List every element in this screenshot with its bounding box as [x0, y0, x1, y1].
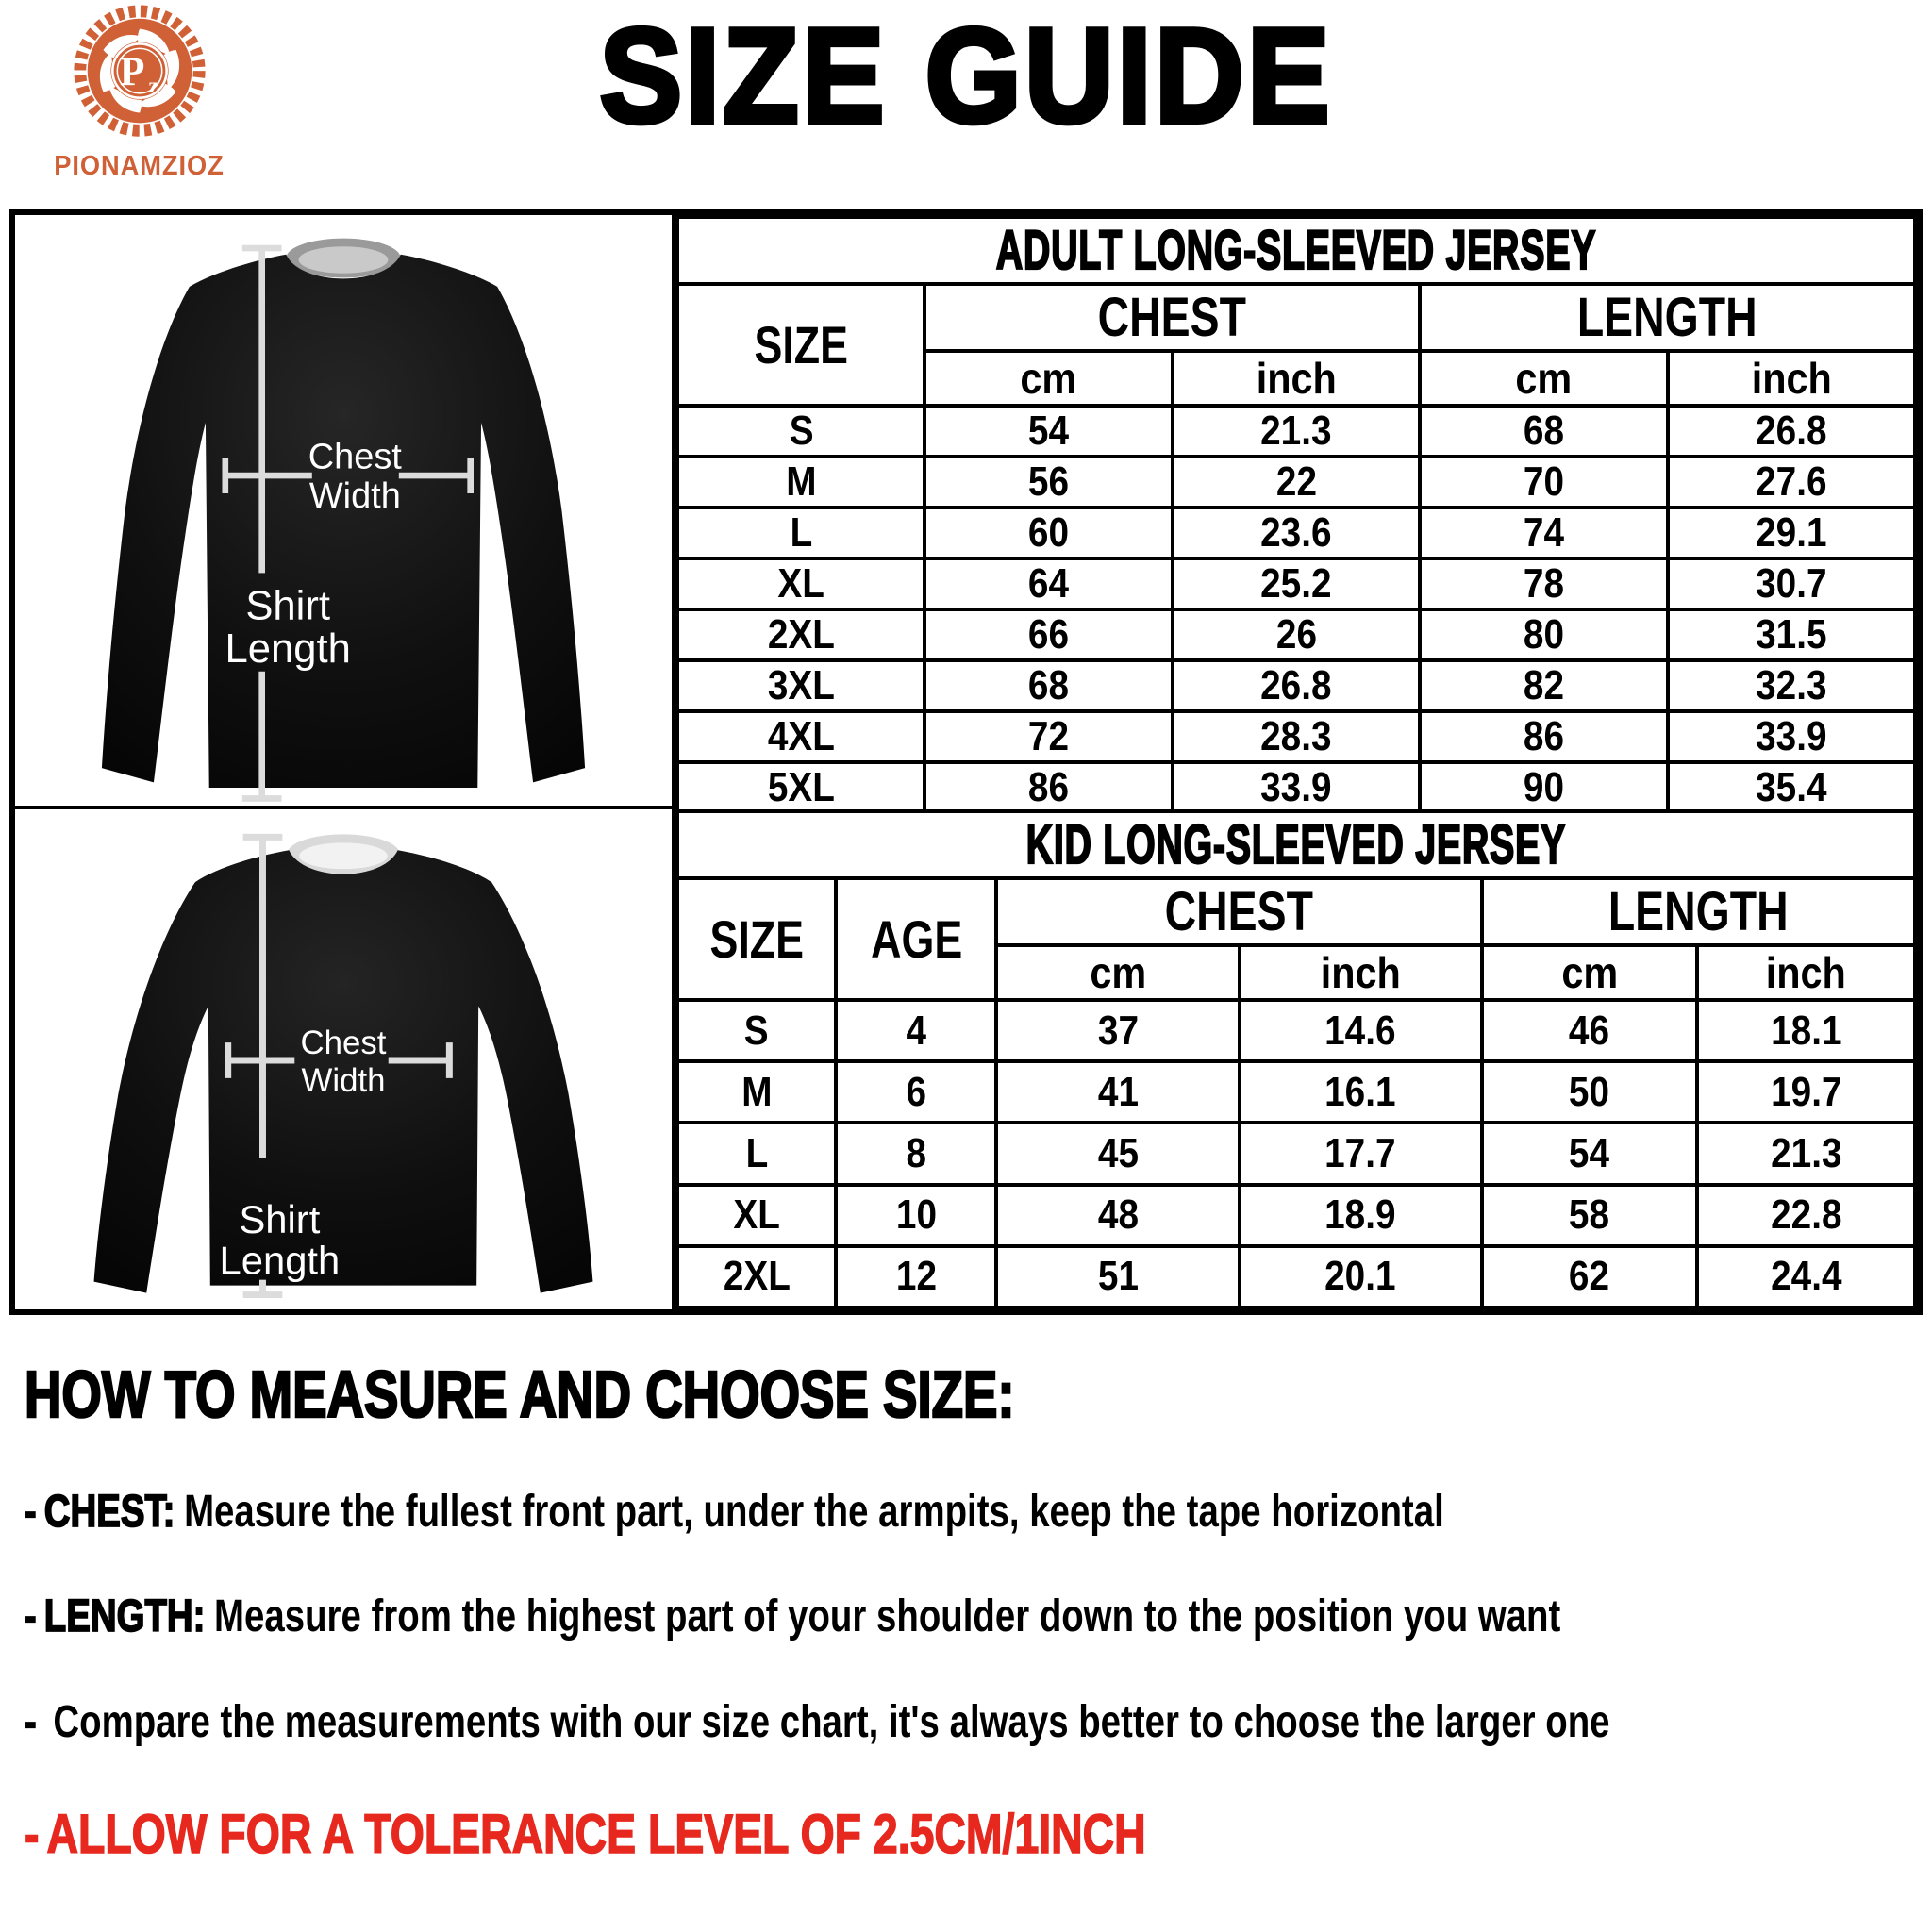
value-cell: 16.1 [1240, 1061, 1482, 1123]
kid-chest-width-label: Width [301, 1061, 386, 1099]
size-cell: XL [677, 558, 924, 609]
value-cell: 26.8 [1668, 406, 1915, 457]
table-row [677, 1000, 1915, 1061]
value-cell: 26.8 [1173, 660, 1420, 711]
value-cell: 54 [924, 406, 1172, 457]
value-cell: 66 [924, 609, 1172, 660]
tolerance-warning: - ALLOW FOR A TOLERANCE LEVEL OF 2.5CM/1INCH [25, 1803, 1146, 1865]
chest-instruction: - CHEST: Measure the fullest front part, under the armpits, keep the tape horizontal [25, 1486, 1444, 1537]
bullet-text: Compare the measurements with our size chart, it's always better to choose the larger one [53, 1697, 1610, 1747]
value-cell: 64 [924, 558, 1172, 609]
age-cell: 4 [836, 1000, 997, 1061]
value-cell: 22 [1173, 457, 1420, 508]
value-cell: 48 [996, 1185, 1239, 1246]
size-cell: 3XL [677, 660, 924, 711]
size-cell: XL [677, 1185, 836, 1246]
value-cell: 31.5 [1668, 609, 1915, 660]
value-cell: 90 [1420, 762, 1667, 809]
col-length: LENGTH [1482, 878, 1915, 945]
bullet-label: CHEST: [43, 1486, 175, 1537]
size-cell: S [677, 1000, 836, 1061]
value-cell: 41 [996, 1061, 1239, 1123]
table-title-row [677, 217, 1915, 284]
bullet-label: LENGTH: [43, 1591, 206, 1642]
value-cell: 86 [1420, 711, 1667, 762]
value-cell: 22.8 [1697, 1185, 1915, 1246]
size-cell: 5XL [677, 762, 924, 809]
value-cell: 80 [1420, 609, 1667, 660]
kid-size-table [675, 809, 1917, 1309]
table-title-row [677, 811, 1915, 878]
bullet-text: Measure from the highest part of your shoulder down to the position you want [214, 1591, 1561, 1642]
value-cell: 18.9 [1240, 1185, 1482, 1246]
how-to-measure-section [25, 1357, 1907, 1866]
value-cell: 25.2 [1173, 558, 1420, 609]
table-header-row [677, 878, 1915, 945]
value-cell: 30.7 [1668, 558, 1915, 609]
page-title: SIZE GUIDE [599, 1, 1333, 151]
value-cell: 37 [996, 1000, 1239, 1061]
adult-shirt-length-label: Shirt [245, 583, 331, 629]
adult-shirt-body [102, 255, 585, 788]
value-cell: 23.6 [1173, 508, 1420, 558]
value-cell: 62 [1482, 1246, 1697, 1307]
size-cell: 4XL [677, 711, 924, 762]
age-cell: 12 [836, 1246, 997, 1307]
size-cell: 2XL [677, 1246, 836, 1307]
value-cell: 26 [1173, 609, 1420, 660]
value-cell: 28.3 [1173, 711, 1420, 762]
table-row [677, 457, 1915, 508]
age-cell: 6 [836, 1061, 997, 1123]
table-header-row [677, 284, 1915, 351]
adult-size-table [675, 215, 1917, 809]
logo-letter-z: z [148, 73, 158, 98]
table-row [677, 558, 1915, 609]
value-cell: 46 [1482, 1000, 1697, 1061]
warning-text: ALLOW FOR A TOLERANCE LEVEL OF 2.5CM/1INCH [46, 1803, 1146, 1865]
logo-letter-p: P [119, 48, 144, 94]
bullet-text: Measure the fullest front part, under the armpits, keep the tape horizontal [184, 1486, 1444, 1537]
brand-name: PIONAMZIOZ [54, 151, 225, 181]
value-cell: 56 [924, 457, 1172, 508]
value-cell: 32.3 [1668, 660, 1915, 711]
unit-inch: inch [1240, 945, 1482, 1000]
length-instruction: - LENGTH: Measure from the highest part of your shoulder down to the position you want [25, 1591, 1561, 1642]
table-row [677, 1123, 1915, 1184]
size-cell: M [677, 457, 924, 508]
value-cell: 86 [924, 762, 1172, 809]
adult-shirt-cell [15, 215, 675, 809]
adult-shirt-diagram [15, 215, 672, 806]
value-cell: 58 [1482, 1185, 1697, 1246]
table-row [677, 762, 1915, 809]
kid-shirt-diagram [15, 809, 672, 1309]
unit-cm: cm [996, 945, 1239, 1000]
value-cell: 68 [1420, 406, 1667, 457]
value-cell: 68 [924, 660, 1172, 711]
col-size: SIZE [677, 284, 924, 406]
size-cell: M [677, 1061, 836, 1123]
value-cell: 78 [1420, 558, 1667, 609]
value-cell: 33.9 [1173, 762, 1420, 809]
value-cell: 21.3 [1173, 406, 1420, 457]
adult-shirt-length-label: Length [225, 626, 351, 673]
adult-chest-width-label: Width [308, 476, 401, 517]
col-length: LENGTH [1420, 284, 1915, 351]
value-cell: 14.6 [1240, 1000, 1482, 1061]
kid-shirt-length-label: Shirt [239, 1196, 321, 1241]
adult-chest-width-label: Chest [308, 437, 402, 477]
size-cell: L [677, 508, 924, 558]
value-cell: 82 [1420, 660, 1667, 711]
size-cell: S [677, 406, 924, 457]
value-cell: 18.1 [1697, 1000, 1915, 1061]
unit-cm: cm [1420, 351, 1667, 406]
table-row [677, 711, 1915, 762]
adult-table-cell [675, 215, 1917, 809]
compare-instruction: - Compare the measurements with our size chart, it's always better to choose the larger one [25, 1697, 1610, 1747]
table-row [677, 660, 1915, 711]
value-cell: 45 [996, 1123, 1239, 1184]
age-cell: 10 [836, 1185, 997, 1246]
value-cell: 33.9 [1668, 711, 1915, 762]
size-cell: L [677, 1123, 836, 1184]
table-row [677, 508, 1915, 558]
col-chest: CHEST [996, 878, 1481, 945]
col-age: AGE [836, 878, 997, 1000]
kid-chest-width-label: Chest [300, 1024, 387, 1062]
table-row [677, 1185, 1915, 1246]
kid-shirt-length-label: Length [219, 1238, 341, 1283]
value-cell: 27.6 [1668, 457, 1915, 508]
unit-cm: cm [924, 351, 1172, 406]
kid-table-cell [675, 809, 1917, 1309]
unit-inch: inch [1668, 351, 1915, 406]
value-cell: 51 [996, 1246, 1239, 1307]
value-cell: 70 [1420, 457, 1667, 508]
unit-inch: inch [1697, 945, 1915, 1000]
value-cell: 72 [924, 711, 1172, 762]
unit-cm: cm [1482, 945, 1697, 1000]
value-cell: 74 [1420, 508, 1667, 558]
size-chart-box [9, 209, 1923, 1315]
unit-inch: inch [1173, 351, 1420, 406]
age-cell: 8 [836, 1123, 997, 1184]
value-cell: 24.4 [1697, 1246, 1915, 1307]
how-to-heading: HOW TO MEASURE AND CHOOSE SIZE: [25, 1357, 1015, 1431]
value-cell: 54 [1482, 1123, 1697, 1184]
value-cell: 60 [924, 508, 1172, 558]
col-size: SIZE [677, 878, 836, 1000]
value-cell: 17.7 [1240, 1123, 1482, 1184]
value-cell: 50 [1482, 1061, 1697, 1123]
table-row [677, 1246, 1915, 1307]
kid-table-title: KID LONG-SLEEVED JERSEY [677, 811, 1915, 878]
adult-table-title: ADULT LONG-SLEEVED JERSEY [677, 217, 1915, 284]
value-cell: 19.7 [1697, 1061, 1915, 1123]
value-cell: 35.4 [1668, 762, 1915, 809]
table-row [677, 609, 1915, 660]
table-row [677, 406, 1915, 457]
value-cell: 20.1 [1240, 1246, 1482, 1307]
size-cell: 2XL [677, 609, 924, 660]
value-cell: 21.3 [1697, 1123, 1915, 1184]
kid-shirt-cell [15, 809, 675, 1309]
table-row [677, 1061, 1915, 1123]
value-cell: 29.1 [1668, 508, 1915, 558]
col-chest: CHEST [924, 284, 1420, 351]
